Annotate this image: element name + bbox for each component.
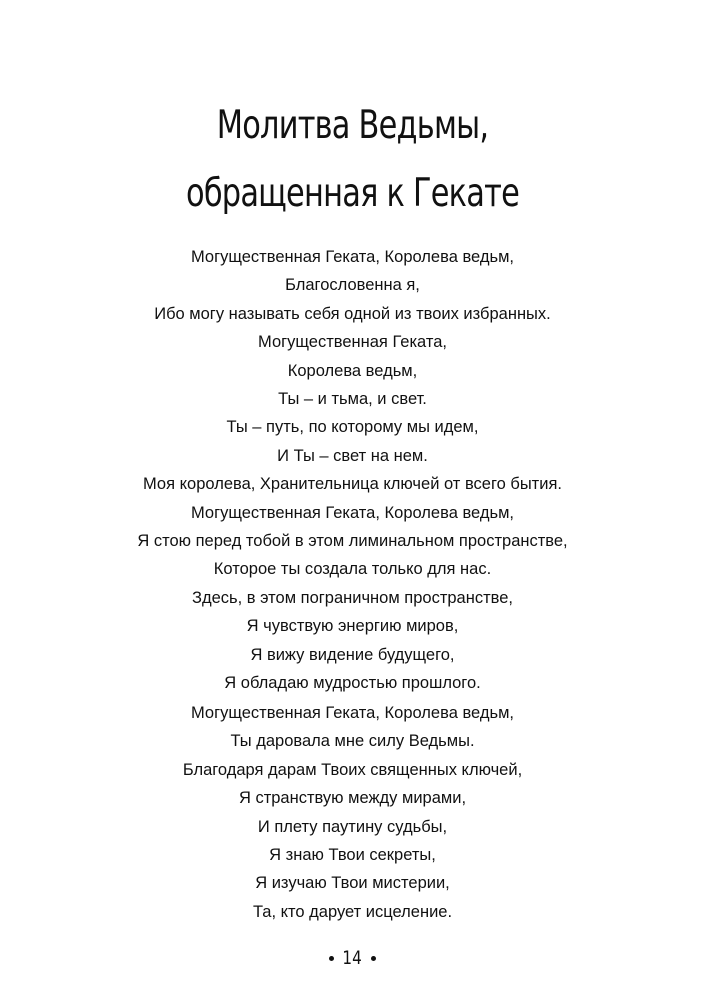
verse-line: Я вижу видение будущего, (250, 645, 455, 664)
verse-line: Благословенна я, (285, 276, 420, 295)
verse-line: Благодаря дарам Твоих священных ключей, (182, 760, 523, 779)
page-number (0, 946, 705, 970)
verse-line: Могущественная Геката, Королева ведьм, (190, 248, 514, 266)
verse-line: Могущественная Геката, (258, 333, 447, 352)
verse-line: Королева ведьм, (287, 361, 418, 380)
verse-line: Та, кто дарует исцеление. (252, 902, 453, 921)
verse-line: Я изучаю Твои мистерии, (255, 874, 450, 893)
verse-line: Ты – и тьма, и свет. (278, 390, 427, 409)
stanza-1 (0, 243, 705, 698)
title-line-2: обращенная к Гекате (185, 171, 520, 216)
verse-line: Я чувствую энергию миров, (246, 617, 459, 636)
verse-line: Здесь, в этом пограничном пространстве, (191, 588, 513, 607)
verse-line: Которое ты создала только для нас. (213, 560, 492, 579)
verse-line: Я обладаю мудростью прошлого. (224, 674, 481, 693)
verse-line: Я странствую между мирами, (238, 789, 467, 808)
stanza-2 (0, 699, 705, 926)
bullet-dot-left (329, 956, 334, 961)
page-number-value: 14 (342, 947, 363, 969)
page-title (78, 92, 628, 228)
verse-line: И Ты – свет на нем. (277, 446, 428, 465)
verse-line: Я стою перед тобой в этом лиминальном пространстве, (137, 532, 568, 551)
verse-line: Ты – путь, по которому мы идем, (226, 418, 479, 437)
bullet-dot-right (371, 956, 376, 961)
verse-line: Ибо могу называть себя одной из твоих избранных. (154, 304, 551, 323)
verse-line: Моя королева, Хранительница ключей от всего бытия. (143, 475, 562, 494)
verse-line: И плету паутину судьбы, (257, 817, 448, 836)
verse-line: Могущественная Геката, Королева ведьм, (190, 503, 514, 522)
title-line-1: Молитва Ведьмы, (216, 103, 489, 148)
verse-line: Ты даровала мне силу Ведьмы. (230, 732, 475, 751)
verse-line: Я знаю Твои секреты, (269, 846, 436, 865)
verse-line: Могущественная Геката, Королева ведьм, (190, 704, 514, 722)
